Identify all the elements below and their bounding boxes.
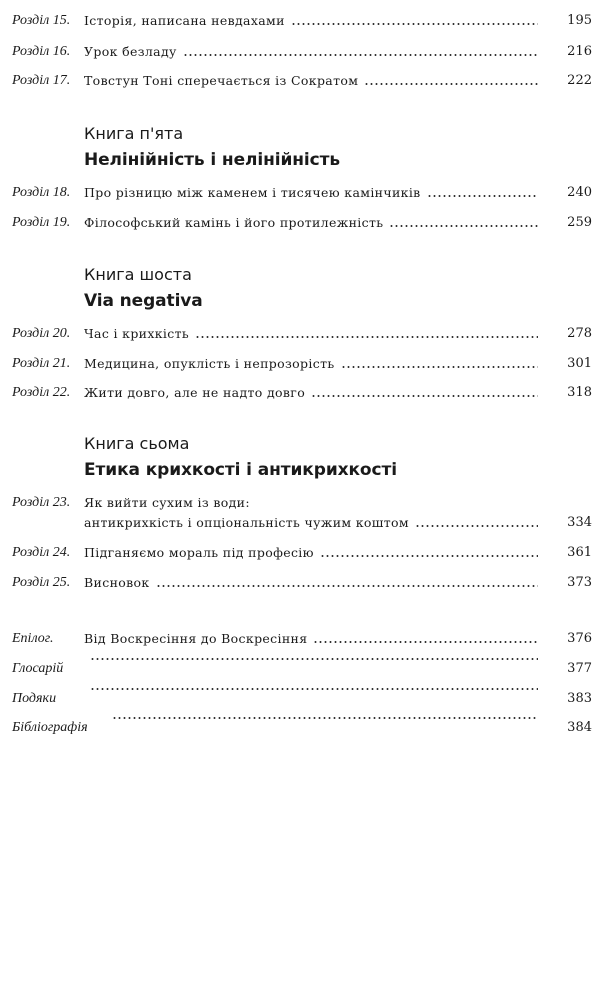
chapter-title-line1: Як вийти сухим із води: xyxy=(84,495,250,510)
page-number: 384 xyxy=(567,720,592,735)
chapter-label: Розділ 19. xyxy=(12,215,71,230)
leader-dots xyxy=(112,717,538,719)
toc-entry-epilogue xyxy=(0,628,600,652)
page-number: 334 xyxy=(567,515,592,530)
leader-dots xyxy=(156,585,538,587)
leader-dots xyxy=(183,54,538,56)
page-number: 373 xyxy=(567,575,592,590)
chapter-title: Про різницю між каменем і тисячею камінчиків xyxy=(84,185,421,200)
leader-dots xyxy=(311,395,538,397)
page-number: 383 xyxy=(567,691,592,706)
leader-dots xyxy=(313,641,538,643)
leader-dots xyxy=(90,688,538,690)
chapter-title: Висновок xyxy=(84,575,150,590)
chapter-title: Час і крихкість xyxy=(84,326,190,341)
leader-dots xyxy=(320,555,538,557)
page-number: 240 xyxy=(567,185,592,200)
toc-entry-25 xyxy=(0,572,600,596)
chapter-label: Розділ 23. xyxy=(12,495,71,510)
toc-entry-19 xyxy=(0,212,600,236)
chapter-title: Урок безладу xyxy=(84,44,177,59)
leader-dots xyxy=(427,195,538,197)
page-number: 195 xyxy=(567,13,592,28)
page-number: 318 xyxy=(567,385,592,400)
chapter-label: Розділ 16. xyxy=(12,44,71,59)
chapter-label: Розділ 24. xyxy=(12,545,71,560)
page-number: 259 xyxy=(567,215,592,230)
page-number: 278 xyxy=(567,326,592,341)
leader-dots xyxy=(291,23,538,25)
page-number: 376 xyxy=(567,631,592,646)
toc-entry-glossary xyxy=(0,658,600,682)
toc-entry-20 xyxy=(0,323,600,347)
toc-entry-23-line2 xyxy=(0,512,600,536)
chapter-title: Товстун Тоні сперечається із Сократом xyxy=(84,73,359,88)
leader-dots xyxy=(341,366,538,368)
chapter-title: Філософський камінь і його протилежність xyxy=(84,215,384,230)
book-5-title: Нелінійність і нелінійність xyxy=(84,150,341,170)
chapter-label: Розділ 17. xyxy=(12,73,71,88)
toc-entry-16 xyxy=(0,41,600,65)
chapter-title: Підганяємо мораль під професію xyxy=(84,545,314,560)
book-7-title: Етика крихкості і антикрихкості xyxy=(84,460,397,480)
section-label: Подяки xyxy=(12,691,57,706)
book-6-title: Via negativa xyxy=(84,291,203,311)
section-label: Бібліографія xyxy=(12,720,88,735)
chapter-label: Розділ 15. xyxy=(12,13,71,28)
book-6-heading: Книга шоста xyxy=(84,265,192,284)
leader-dots xyxy=(195,336,538,338)
toc-entry-22 xyxy=(0,382,600,406)
page-number: 222 xyxy=(567,73,592,88)
chapter-label: Розділ 22. xyxy=(12,385,71,400)
toc-entry-15 xyxy=(0,10,600,34)
chapter-title: Медицина, опуклість і непрозорість xyxy=(84,356,335,371)
leader-dots xyxy=(389,225,538,227)
chapter-label: Розділ 21. xyxy=(12,356,71,371)
chapter-label: Розділ 20. xyxy=(12,326,71,341)
toc-entry-acknowledgments xyxy=(0,688,600,712)
toc-entry-21 xyxy=(0,353,600,377)
section-label: Глосарій xyxy=(12,661,64,676)
chapter-title-line2: антикрихкість і опціональність чужим коштом xyxy=(84,515,409,530)
chapter-label: Розділ 25. xyxy=(12,575,71,590)
page-number: 301 xyxy=(567,356,592,371)
chapter-title: Жити довго, але не надто довго xyxy=(84,385,306,400)
leader-dots xyxy=(364,83,538,85)
chapter-title: Історія, написана невдахами xyxy=(84,13,285,28)
toc-entry-bibliography xyxy=(0,717,600,741)
page-number: 216 xyxy=(567,44,592,59)
toc-entry-18 xyxy=(0,182,600,206)
page-number: 377 xyxy=(567,661,592,676)
toc-entry-24 xyxy=(0,542,600,566)
toc-entry-17 xyxy=(0,70,600,94)
section-label: Епілог. xyxy=(12,631,54,646)
book-5-heading: Книга п'ята xyxy=(84,124,184,143)
leader-dots xyxy=(415,525,538,527)
book-7-heading: Книга сьома xyxy=(84,434,190,453)
chapter-label: Розділ 18. xyxy=(12,185,71,200)
leader-dots xyxy=(90,658,538,660)
section-title: Від Воскресіння до Воскресіння xyxy=(84,631,308,646)
page-number: 361 xyxy=(567,545,592,560)
